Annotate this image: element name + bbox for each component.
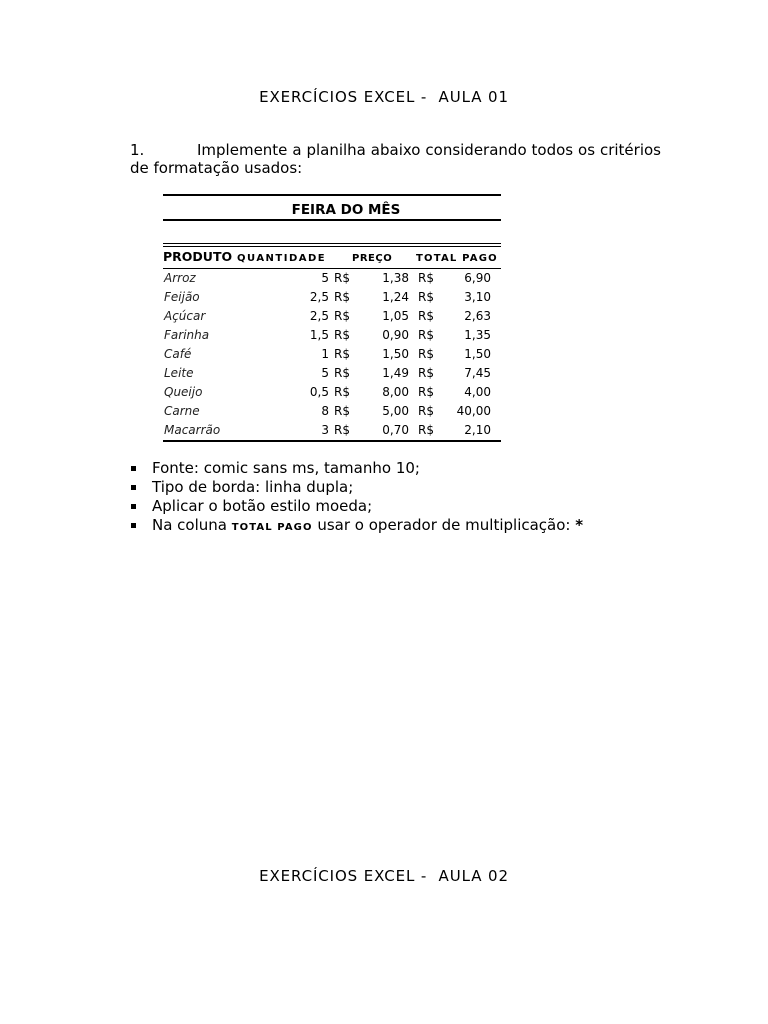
preco-value: 1,49: [382, 366, 409, 380]
instruction-text: Aplicar o botão estilo moeda;: [152, 497, 373, 515]
square-bullet-icon: [131, 504, 136, 509]
table-body: [163, 269, 501, 440]
header-preco: PREÇO: [352, 253, 393, 264]
preco-currency: R$: [334, 366, 350, 380]
table-row: [163, 345, 501, 364]
preco-cell: [333, 345, 413, 364]
total-cell: [413, 421, 501, 440]
instruction-prefix: Na coluna: [152, 516, 232, 534]
total-currency: R$: [418, 328, 434, 342]
page-title: EXERCÍCIOS EXCEL - AULA 01: [259, 88, 509, 106]
total-cell: [413, 307, 501, 326]
table-row: [163, 383, 501, 402]
preco-currency: R$: [334, 309, 350, 323]
double-border-line-1: [163, 243, 501, 244]
preco-cell: [333, 421, 413, 440]
produto-cell: Carne: [164, 404, 200, 418]
preco-currency: R$: [334, 404, 350, 418]
preco-cell: [333, 326, 413, 345]
exercise-text: Implemente a planilha abaixo considerando todos os critérios de formatação usados:: [130, 141, 661, 177]
total-cell: [413, 383, 501, 402]
preco-cell: [333, 364, 413, 383]
total-value: 6,90: [464, 271, 491, 285]
total-currency: R$: [418, 404, 434, 418]
table-row: [163, 307, 501, 326]
preco-value: 0,90: [382, 328, 409, 342]
list-item: [130, 478, 690, 497]
total-currency: R$: [418, 366, 434, 380]
instructions-list: [130, 459, 690, 535]
total-currency: R$: [418, 309, 434, 323]
preco-value: 5,00: [382, 404, 409, 418]
preco-currency: R$: [334, 423, 350, 437]
produto-cell: Café: [164, 347, 192, 361]
preco-cell: [333, 383, 413, 402]
list-item: [130, 497, 690, 516]
header-produto: PRODUTO: [163, 249, 233, 264]
total-value: 1,50: [464, 347, 491, 361]
multiplication-operator: *: [575, 516, 584, 534]
table-bottom-border: [163, 440, 501, 442]
total-currency: R$: [418, 423, 434, 437]
table-row: [163, 288, 501, 307]
preco-cell: [333, 269, 413, 288]
table-row: [163, 421, 501, 440]
quantidade-cell: 3: [321, 423, 329, 437]
exercise-number: 1.: [130, 141, 145, 159]
produto-cell: Queijo: [164, 385, 203, 399]
total-currency: R$: [418, 385, 434, 399]
instruction-text: Fonte: comic sans ms, tamanho 10;: [152, 459, 420, 477]
square-bullet-icon: [131, 466, 136, 471]
quantidade-cell: 2,5: [309, 309, 329, 323]
preco-value: 1,05: [382, 309, 409, 323]
total-cell: [413, 402, 501, 421]
instruction-text: Tipo de borda: linha dupla;: [152, 478, 354, 496]
preco-currency: R$: [334, 328, 350, 342]
total-currency: R$: [418, 271, 434, 285]
header-total-pago: TOTAL PAGO: [416, 253, 498, 264]
quantidade-cell: 0,5: [309, 385, 329, 399]
total-currency: R$: [418, 347, 434, 361]
total-value: 2,63: [464, 309, 491, 323]
preco-cell: [333, 307, 413, 326]
quantidade-cell: 1: [321, 347, 329, 361]
preco-value: 1,24: [382, 290, 409, 304]
table-row: [163, 326, 501, 345]
preco-cell: [333, 288, 413, 307]
preco-value: 1,38: [382, 271, 409, 285]
preco-currency: R$: [334, 290, 350, 304]
total-cell: [413, 288, 501, 307]
quantidade-cell: 8: [321, 404, 329, 418]
list-item: [130, 459, 690, 478]
table-row: [163, 402, 501, 421]
total-cell: [413, 269, 501, 288]
produto-cell: Farinha: [164, 328, 210, 342]
preco-value: 8,00: [382, 385, 409, 399]
exercise-1-paragraph: [130, 141, 661, 177]
spreadsheet-title: FEIRA DO MÊS: [291, 202, 401, 218]
total-cell: [413, 364, 501, 383]
total-value: 3,10: [464, 290, 491, 304]
total-value: 4,00: [464, 385, 491, 399]
quantidade-cell: 5: [321, 271, 329, 285]
preco-currency: R$: [334, 385, 350, 399]
produto-cell: Feijão: [164, 290, 200, 304]
preco-value: 0,70: [382, 423, 409, 437]
list-item: [130, 516, 690, 535]
produto-cell: Arroz: [164, 271, 196, 285]
table-row: [163, 364, 501, 383]
total-value: 2,10: [464, 423, 491, 437]
preco-currency: R$: [334, 347, 350, 361]
total-value: 7,45: [464, 366, 491, 380]
produto-cell: Açúcar: [164, 309, 206, 323]
total-value: 1,35: [464, 328, 491, 342]
total-cell: [413, 345, 501, 364]
produto-cell: Macarrão: [164, 423, 221, 437]
preco-cell: [333, 402, 413, 421]
instruction-emphasis: TOTAL PAGO: [231, 522, 313, 533]
square-bullet-icon: [131, 485, 136, 490]
produto-cell: Leite: [164, 366, 194, 380]
table-row: [163, 269, 501, 288]
double-border-line-2: [163, 246, 501, 247]
quantidade-cell: 5: [321, 366, 329, 380]
header-quantidade: QUANTIDADE: [237, 253, 327, 264]
total-value: 40,00: [456, 404, 491, 418]
preco-value: 1,50: [382, 347, 409, 361]
total-currency: R$: [418, 290, 434, 304]
instruction-middle: usar o operador de multiplicação:: [312, 516, 576, 534]
title-bottom-border: [163, 219, 501, 221]
preco-currency: R$: [334, 271, 350, 285]
quantidade-cell: 1,5: [309, 328, 329, 342]
quantidade-cell: 2,5: [309, 290, 329, 304]
table-top-border: [163, 194, 501, 196]
total-cell: [413, 326, 501, 345]
next-section-title: EXERCÍCIOS EXCEL - AULA 02: [259, 867, 509, 885]
square-bullet-icon: [131, 523, 136, 528]
spreadsheet-table: [163, 194, 501, 444]
